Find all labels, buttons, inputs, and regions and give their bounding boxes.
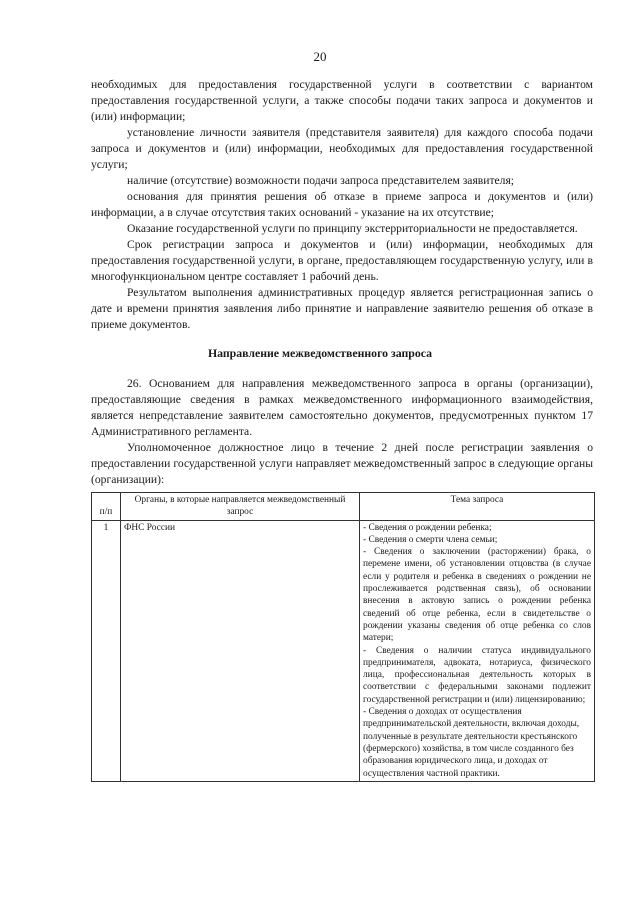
paragraph: Результатом выполнения административных процедур является регистрационная запись о дате и времени принятия заявления либо принятие и направление заявителю решения об отказе в приеме документов. [91, 286, 593, 331]
paragraph: установление личности заявителя (представителя заявителя) для каждого способа подачи запроса и документов и (или) информации, необходимых для предоставления государственной услуги; [91, 126, 593, 171]
paragraph: наличие (отсутствие) возможности подачи запроса представителем заявителя; [127, 174, 515, 187]
topic-item: - Сведения о доходах от осуществления предпринимательской деятельности, включая доходы, полученные в результате деятельности крестьянского (фермерского) хозяйства, в том числе созданного без образования юридического лица, и доходах от осуществления частной практики. [363, 707, 580, 779]
header-topic: Тема запроса [360, 493, 595, 521]
page-number: 20 [313, 49, 327, 64]
row-organ: ФНС России [121, 520, 360, 781]
request-table [91, 492, 595, 782]
row-number: 1 [92, 520, 121, 781]
paragraph: Срок регистрации запроса и документов и (или) информации, необходимых для предоставления государственной услуги, в органе, предоставляющем государственную услугу, или в многофункциональном центре составляет 1 рабочий день. [91, 238, 593, 283]
header-organ: Органы, в которые направляется межведомственный запрос [121, 493, 360, 521]
table-header-row [92, 493, 595, 521]
section-heading: Направление межведомственного запроса [207, 346, 433, 360]
topic-item: - Сведения о рождении ребенка; [363, 522, 492, 533]
paragraph: необходимых для предоставления государственной услуги в соответствии с вариантом предоставления государственной услуги, а также способы подачи таких запроса и документов и (или) информации; [91, 78, 593, 123]
header-number: п/п [92, 493, 121, 521]
topic-item: - Сведения о заключении (расторжении) брака, о перемене имени, об установлении отцовства (в случае если у родителя и ребенка в сведениях о рождении не прослеживается родственная связь), об основании внесения в актовую запись о рождении ребенка сведений об отце ребенка, если в свидетельстве о рождении указаны сведения об отце ребенка со слов матери; [363, 547, 591, 644]
row-topics [360, 520, 595, 781]
paragraph: основания для принятия решения об отказе в приеме запроса и документов и (или) информации, а в случае отсутствия таких оснований - указание на их отсутствие; [91, 190, 593, 219]
topic-item: - Сведения о смерти члена семьи; [363, 534, 498, 545]
table-row [92, 520, 595, 781]
paragraph: Оказание государственной услуги по принципу экстерриториальности не предоставляется. [127, 222, 578, 235]
paragraph: 26. Основанием для направления межведомственного запроса в органы (организации), предоставляющие сведения в рамках межведомственного информационного взаимодействия, является непредставление заявителем самостоятельно документов, предусмотренных пунктом 17 Административного регламента. [91, 377, 593, 438]
section-text-request [91, 376, 593, 488]
topic-item: - Сведения о наличии статуса индивидуального предпринимателя, адвоката, нотариуса, физического лица, профессиональная деятельность которых в соответствии с федеральными законами подлежит государственной регистрации и (или) лицензированию; [363, 645, 591, 705]
paragraph: Уполномоченное должностное лицо в течение 2 дней после регистрации заявления о предоставлении государственной услуги направляет межведомственный запрос в следующие органы (организации): [91, 441, 593, 486]
section-text-intro [91, 77, 593, 333]
